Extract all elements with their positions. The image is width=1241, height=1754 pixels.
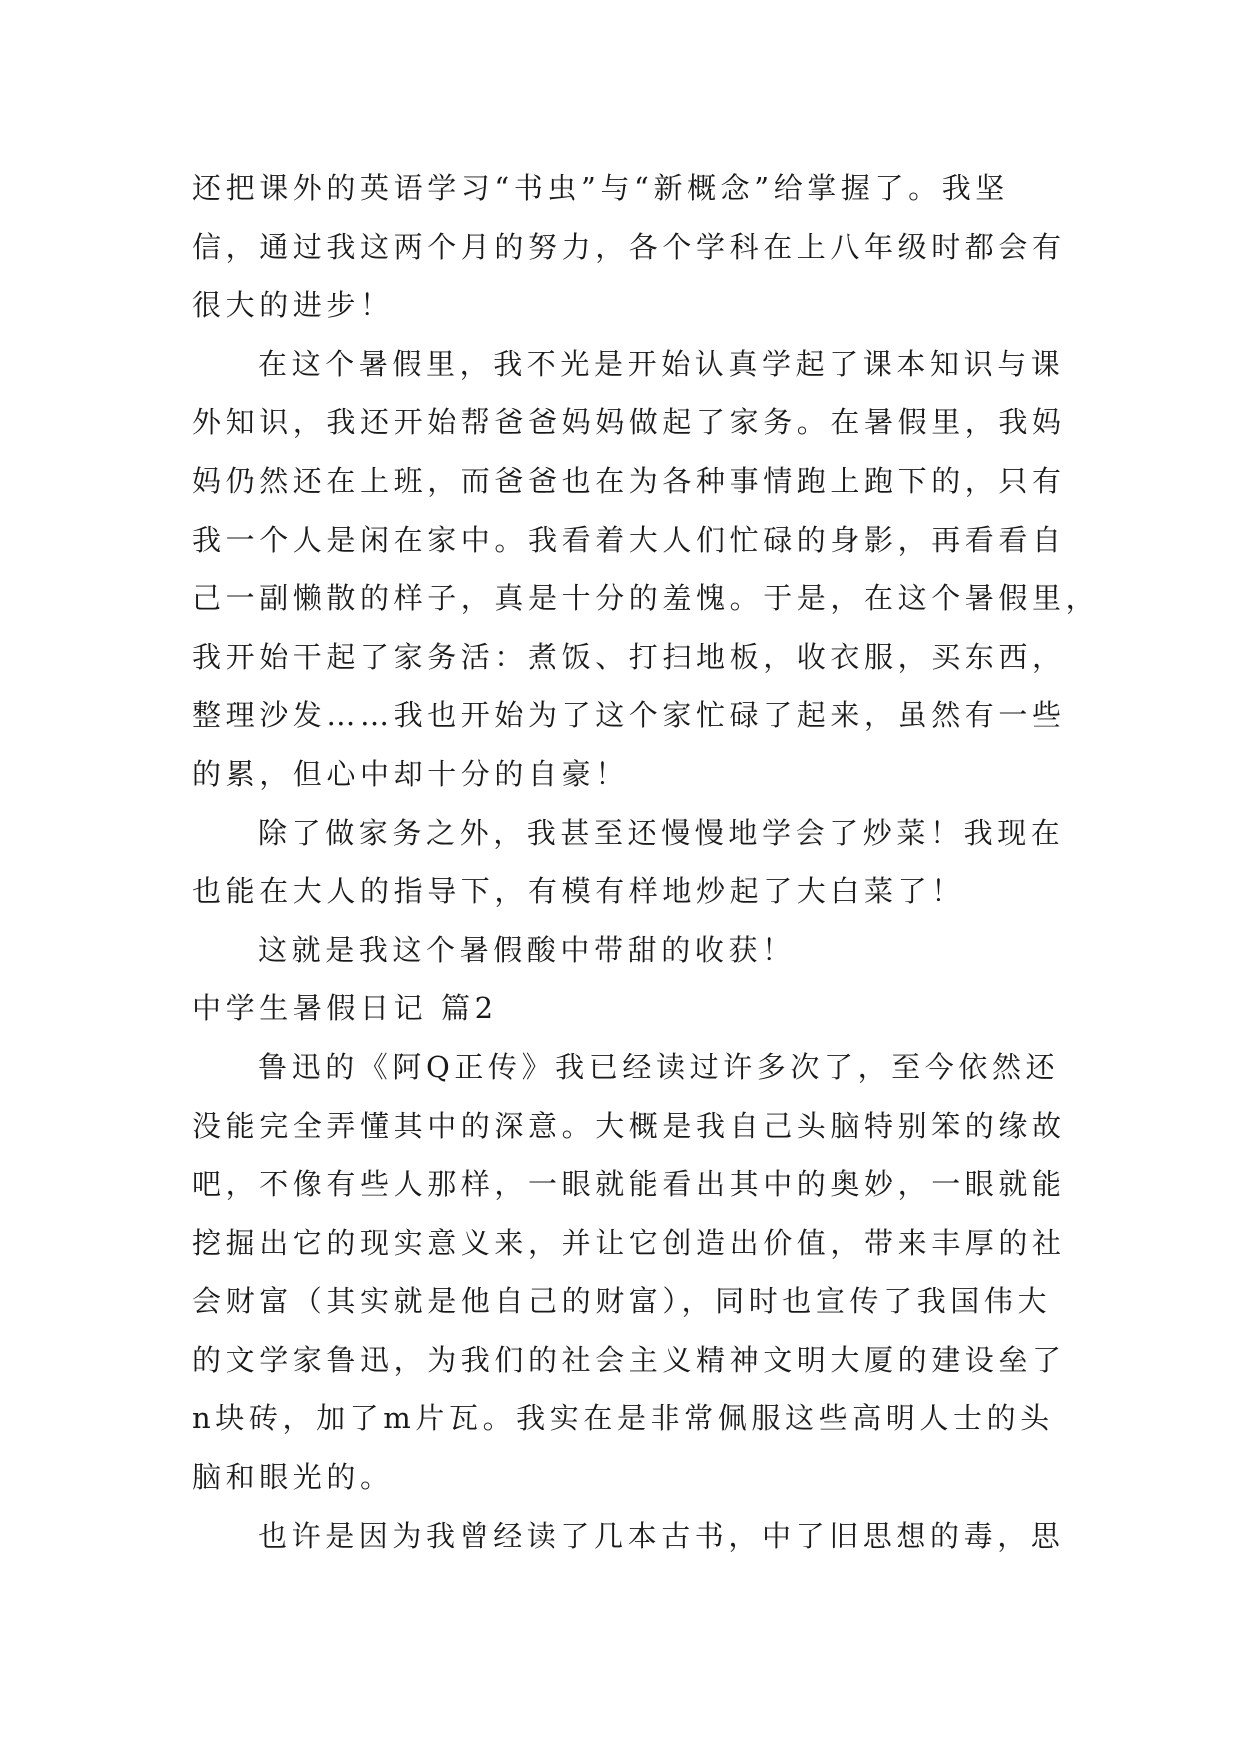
document-body bbox=[192, 159, 1100, 1565]
text-line: 会财富（其实就是他自己的财富），同时也宣传了我国伟大 bbox=[192, 1284, 1052, 1319]
text-line: n块砖，加了m片瓦。我实在是非常佩服这些高明人士的头 bbox=[192, 1401, 1054, 1436]
text-line: 也许是因为我曾经读了几本古书，中了旧思想的毒，思 bbox=[258, 1518, 1065, 1553]
text-line: 鲁迅的《阿Q正传》我已经读过许多次了，至今依然还 bbox=[258, 1049, 1060, 1084]
text-line: 妈仍然还在上班，而爸爸也在为各种事情跑上跑下的，只有 bbox=[192, 463, 1066, 498]
text-line: 这就是我这个暑假酸中带甜的收获！ bbox=[258, 932, 796, 967]
text-line: 外知识，我还开始帮爸爸妈妈做起了家务。在暑假里，我妈 bbox=[192, 405, 1066, 440]
text-line: 我一个人是闲在家中。我看着大人们忙碌的身影，再看看自 bbox=[192, 522, 1066, 557]
text-line: 还把课外的英语学习“书虫”与“新概念”给掌握了。我坚 bbox=[192, 171, 1009, 205]
text-line: 很大的进步！ bbox=[192, 288, 394, 323]
text-line: 的累，但心中却十分的自豪！ bbox=[192, 756, 629, 791]
text-line: 己一副懒散的样子，真是十分的羞愧。于是，在这个暑假里， bbox=[192, 581, 1100, 616]
text-line: 没能完全弄懂其中的深意。大概是我自己头脑特别笨的缘故 bbox=[192, 1108, 1066, 1143]
text-line: 挖掘出它的现实意义来，并让它创造出价值，带来丰厚的社 bbox=[192, 1225, 1066, 1260]
text-line: 也能在大人的指导下，有模有样地炒起了大白菜了！ bbox=[192, 874, 965, 909]
text-line: 中学生暑假日记 篇2 bbox=[192, 991, 498, 1026]
text-line: 的文学家鲁迅，为我们的社会主义精神文明大厦的建设垒了 bbox=[192, 1342, 1066, 1377]
text-line: 除了做家务之外，我甚至还慢慢地学会了炒菜！我现在 bbox=[258, 815, 1065, 850]
text-line: 脑和眼光的。 bbox=[192, 1460, 394, 1495]
text-line: 吧，不像有些人那样，一眼就能看出其中的奥妙，一眼就能 bbox=[192, 1167, 1066, 1202]
text-line: 在这个暑假里，我不光是开始认真学起了课本知识与课 bbox=[258, 346, 1065, 381]
text-line: 整理沙发……我也开始为了这个家忙碌了起来，虽然有一些 bbox=[192, 698, 1066, 733]
text-line: 信，通过我这两个月的努力，各个学科在上八年级时都会有 bbox=[192, 229, 1066, 264]
text-line: 我开始干起了家务活：煮饭、打扫地板，收衣服，买东西， bbox=[192, 639, 1066, 674]
